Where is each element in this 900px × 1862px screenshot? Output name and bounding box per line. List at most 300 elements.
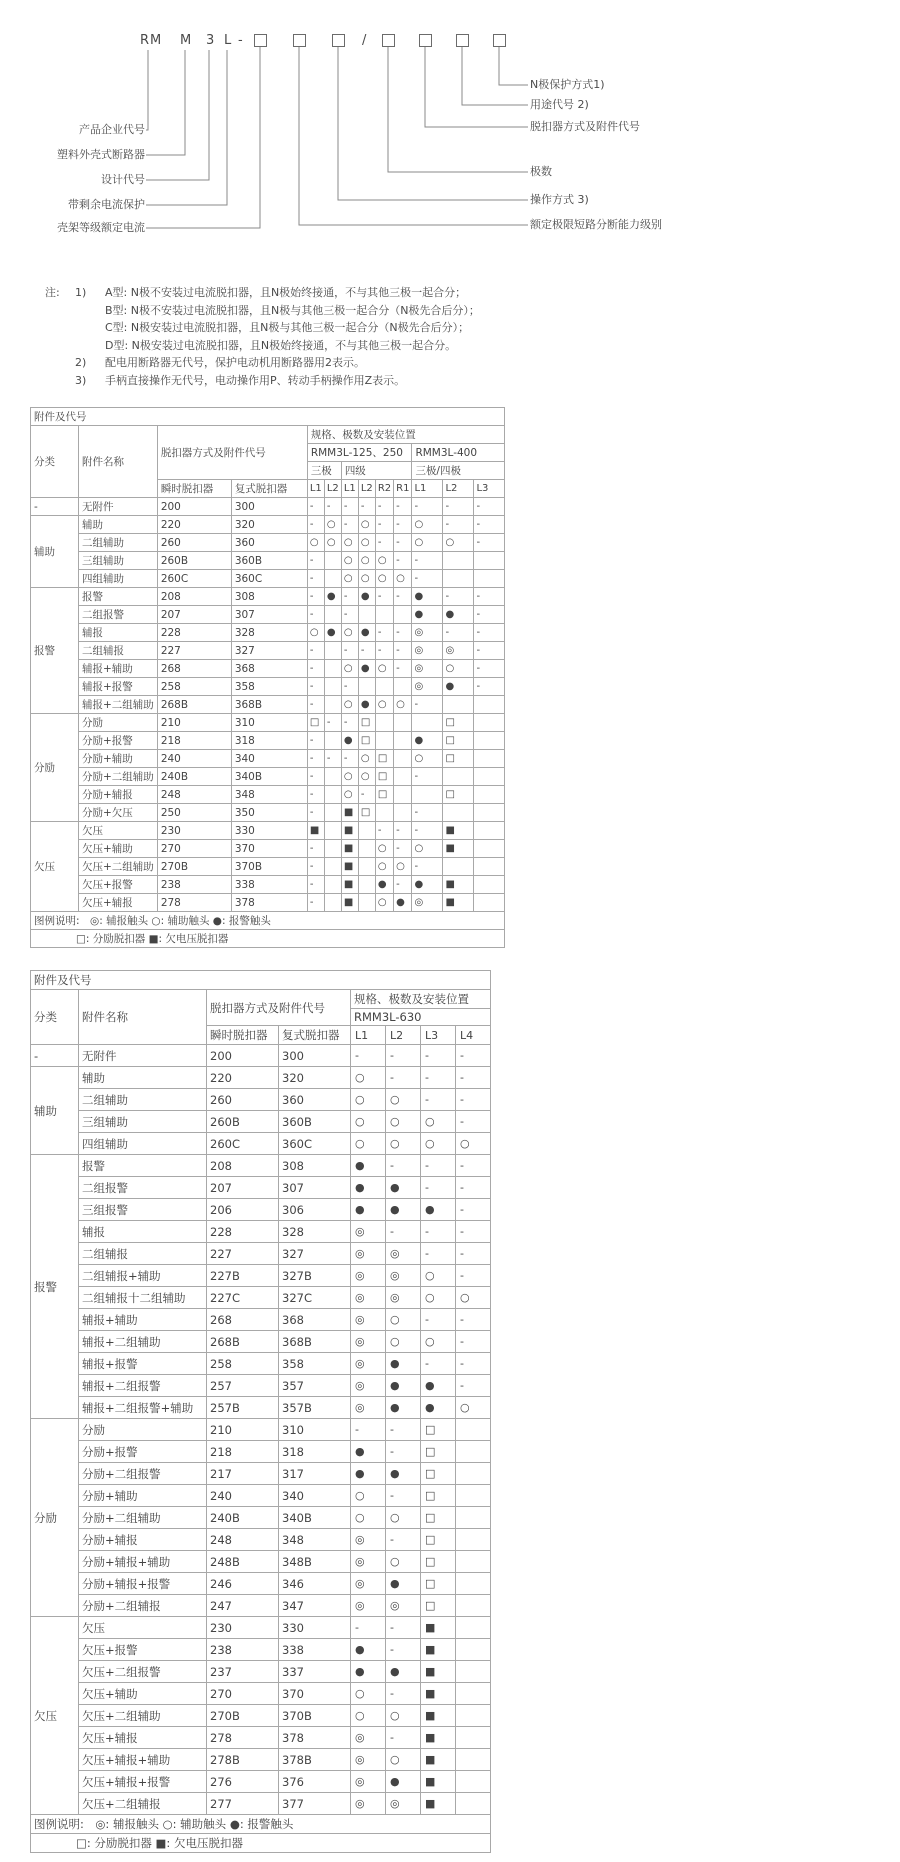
position-symbol-cell: ○ [386,1705,421,1727]
accessory-name-cell: 辅助 [79,1067,207,1089]
position-symbol-cell: - [456,1243,491,1265]
position-symbol-cell: □ [443,750,474,768]
position-symbol-cell [324,642,341,660]
position-symbol-cell: ○ [307,624,324,642]
accessory-name-cell: 二组辅助 [79,1089,207,1111]
table-row [31,642,505,660]
position-symbol-cell: ○ [324,534,341,552]
position-symbol-cell: - [412,552,443,570]
position-symbol-cell [412,786,443,804]
table-row [31,1221,491,1243]
position-symbol-cell: ○ [412,516,443,534]
position-symbol-cell: ○ [358,552,375,570]
position-symbol-cell: - [421,1243,456,1265]
position-symbol-cell [474,714,505,732]
position-symbol-cell: - [307,786,324,804]
position-symbol-cell: - [456,1199,491,1221]
instantaneous-code-cell: 258 [207,1353,279,1375]
position-symbol-cell: - [421,1221,456,1243]
position-symbol-cell: ○ [386,1089,421,1111]
position-symbol-cell [412,714,443,732]
position-symbol-cell: - [456,1265,491,1287]
position-symbol-cell: ● [386,1573,421,1595]
col-header-position: L2 [324,480,341,498]
position-symbol-cell: - [386,1639,421,1661]
position-symbol-cell: ● [386,1397,421,1419]
compound-code-cell: 330 [279,1617,351,1639]
compound-code-cell: 318 [231,732,307,750]
position-symbol-cell: - [386,1221,421,1243]
position-symbol-cell [456,1573,491,1595]
col-header-four-pole: 四级 [341,462,412,480]
instantaneous-code-cell: 217 [207,1463,279,1485]
position-symbol-cell: ■ [341,858,358,876]
position-symbol-cell: - [307,750,324,768]
table-row [31,1199,491,1221]
position-symbol-cell: ● [421,1397,456,1419]
position-symbol-cell: ○ [358,750,375,768]
position-symbol-cell: ○ [386,1309,421,1331]
position-symbol-cell [358,606,375,624]
position-symbol-cell [324,696,341,714]
note-number [75,319,105,337]
position-symbol-cell [324,822,341,840]
accessory-name-cell: 分励+辅报 [79,786,158,804]
accessory-name-cell: 三组报警 [79,1199,207,1221]
position-symbol-cell: - [474,606,505,624]
accessory-name-cell: 二组辅报 [79,1243,207,1265]
notes-section [45,284,900,389]
accessory-name-cell: 二组辅报+辅助 [79,1265,207,1287]
compound-code-cell: 340B [279,1507,351,1529]
position-symbol-cell: - [386,1155,421,1177]
position-symbol-cell: - [421,1089,456,1111]
table-row [31,1419,491,1441]
position-symbol-cell: - [307,660,324,678]
accessory-name-cell: 四组辅助 [79,570,158,588]
position-symbol-cell [394,606,412,624]
compound-code-cell: 358 [279,1353,351,1375]
accessory-name-cell: 欠压+二组辅助 [79,1705,207,1727]
position-symbol-cell: ○ [456,1287,491,1309]
label-design-code: 设计代号 [101,173,145,186]
accessory-name-cell: 二组辅报 [79,642,158,660]
position-symbol-cell: - [421,1067,456,1089]
position-symbol-cell: ● [421,1199,456,1221]
position-symbol-cell: - [456,1045,491,1067]
code-slash: / [362,33,368,48]
note-number [75,337,105,355]
position-symbol-cell: - [341,714,358,732]
position-symbol-cell: □ [375,768,393,786]
position-symbol-cell [358,858,375,876]
compound-code-cell: 346 [279,1573,351,1595]
position-symbol-cell: ■ [443,876,474,894]
instantaneous-code-cell: 270 [207,1683,279,1705]
table-row [31,1705,491,1727]
compound-code-cell: 370B [231,858,307,876]
table-row [31,1177,491,1199]
position-symbol-cell [375,714,393,732]
position-symbol-cell: ○ [324,516,341,534]
table-row [31,570,505,588]
position-symbol-cell: ○ [351,1111,386,1133]
position-symbol-cell [456,1529,491,1551]
instantaneous-code-cell: 260C [207,1133,279,1155]
position-symbol-cell: - [341,678,358,696]
table-row [31,858,505,876]
category-cell: 报警 [31,588,79,714]
position-symbol-cell: □ [443,786,474,804]
position-symbol-cell [375,804,393,822]
col-header-position: R2 [375,480,393,498]
position-symbol-cell [456,1617,491,1639]
label-operation-mode: 操作方式 3) [530,193,589,206]
position-symbol-cell: - [394,822,412,840]
instantaneous-code-cell: 227C [207,1287,279,1309]
position-symbol-cell: ◎ [351,1265,386,1287]
compound-code-cell: 370B [279,1705,351,1727]
table-row [31,624,505,642]
position-symbol-cell [443,768,474,786]
position-symbol-cell: ● [358,660,375,678]
compound-code-cell: 357 [279,1375,351,1397]
position-symbol-cell: ■ [341,894,358,912]
col-header-instantaneous: 瞬时脱扣器 [157,480,231,498]
col-header-accessory-name: 附件名称 [79,426,158,498]
position-symbol-cell: ○ [375,696,393,714]
position-symbol-cell [358,822,375,840]
position-symbol-cell [375,606,393,624]
position-symbol-cell: ◎ [412,894,443,912]
position-symbol-cell: ○ [386,1749,421,1771]
position-symbol-cell: ● [358,624,375,642]
position-symbol-cell: ◎ [412,678,443,696]
position-symbol-cell: ■ [341,804,358,822]
category-cell: - [31,1045,79,1067]
instantaneous-code-cell: 227 [157,642,231,660]
position-symbol-cell [375,732,393,750]
position-symbol-cell: - [341,588,358,606]
compound-code-cell: 340 [279,1485,351,1507]
compound-code-cell: 300 [279,1045,351,1067]
accessory-name-cell: 分励+辅报 [79,1529,207,1551]
position-symbol-cell [324,570,341,588]
position-symbol-cell [358,894,375,912]
col-header-release-code: 脱扣器方式及附件代号 [157,426,307,480]
position-symbol-cell: - [421,1309,456,1331]
compound-code-cell: 320 [279,1067,351,1089]
accessory-name-cell: 三组辅助 [79,1111,207,1133]
position-symbol-cell: - [358,786,375,804]
table-row [31,1155,491,1177]
label-residual-current: 带剩余电流保护 [68,198,145,211]
position-symbol-cell: □ [421,1507,456,1529]
table-row [31,1771,491,1793]
col-header-position: L1 [412,480,443,498]
position-symbol-cell: - [341,750,358,768]
position-symbol-cell: ◎ [386,1265,421,1287]
position-symbol-cell: ○ [386,1507,421,1529]
position-symbol-cell: ○ [421,1265,456,1287]
position-symbol-cell: - [394,840,412,858]
position-symbol-cell: - [307,498,324,516]
accessory-name-cell: 欠压+辅助 [79,840,158,858]
instantaneous-code-cell: 278 [207,1727,279,1749]
notes-prefix: 注: [45,286,60,299]
position-symbol-cell: ○ [375,660,393,678]
position-symbol-cell: - [412,498,443,516]
accessory-name-cell: 二组报警 [79,1177,207,1199]
accessory-name-cell: 欠压+辅报+辅助 [79,1749,207,1771]
instantaneous-code-cell: 270B [157,858,231,876]
table-row [31,1309,491,1331]
table-row [31,786,505,804]
position-symbol-cell: ◎ [351,1771,386,1793]
position-symbol-cell: ◎ [412,624,443,642]
table-row [31,1617,491,1639]
col-header-release-code: 脱扣器方式及附件代号 [207,990,351,1026]
note-spacer [45,354,75,372]
position-symbol-cell: ● [386,1661,421,1683]
note-line [45,337,900,355]
position-symbol-cell: □ [421,1419,456,1441]
position-symbol-cell: ● [386,1177,421,1199]
position-symbol-cell: ○ [307,534,324,552]
instantaneous-code-cell: 258 [157,678,231,696]
position-symbol-cell: ◎ [351,1243,386,1265]
compound-code-cell: 308 [231,588,307,606]
position-symbol-cell: ◎ [386,1793,421,1815]
table-row [31,822,505,840]
position-symbol-cell: - [443,588,474,606]
instantaneous-code-cell: 210 [157,714,231,732]
position-symbol-cell: ● [351,1463,386,1485]
position-symbol-cell: - [351,1045,386,1067]
instantaneous-code-cell: 237 [207,1661,279,1683]
position-symbol-cell: - [456,1331,491,1353]
position-symbol-cell [456,1441,491,1463]
position-symbol-cell: □ [421,1485,456,1507]
position-symbol-cell: ◎ [351,1529,386,1551]
position-symbol-cell: ○ [341,768,358,786]
position-symbol-cell: - [351,1419,386,1441]
compound-code-cell: 370 [279,1683,351,1705]
compound-code-cell: 360C [279,1133,351,1155]
table-row [31,1353,491,1375]
note-spacer [45,302,75,320]
position-symbol-cell: ○ [375,894,393,912]
table-row [31,1045,491,1067]
label-company-code: 产品企业代号 [79,123,145,136]
code-box [332,34,345,47]
note-text: C型: N极安装过电流脱扣器，且N极与其他三极一起合分（N极先合后分）； [105,321,470,334]
table-row [31,606,505,624]
compound-code-cell: 306 [279,1199,351,1221]
position-symbol-cell: - [307,678,324,696]
accessory-name-cell: 欠压+二组辅助 [79,858,158,876]
label-usage-code: 用途代号 2) [530,98,589,111]
accessory-name-cell: 分励 [79,714,158,732]
table-row [31,1485,491,1507]
position-symbol-cell: □ [421,1441,456,1463]
position-symbol-cell: □ [443,714,474,732]
category-cell: 分励 [31,714,79,822]
instantaneous-code-cell: 268 [207,1309,279,1331]
position-symbol-cell: ● [351,1639,386,1661]
position-symbol-cell: ○ [443,660,474,678]
accessory-name-cell: 分励+辅助 [79,750,158,768]
col-header-position: L1 [341,480,358,498]
position-symbol-cell: - [421,1155,456,1177]
instantaneous-code-cell: 268B [157,696,231,714]
position-symbol-cell: ○ [358,534,375,552]
accessory-name-cell: 欠压+报警 [79,876,158,894]
position-symbol-cell [474,750,505,768]
position-symbol-cell: - [394,516,412,534]
compound-code-cell: 378 [231,894,307,912]
position-symbol-cell [358,840,375,858]
position-symbol-cell: - [341,516,358,534]
position-symbol-cell: - [324,714,341,732]
table-row [31,1397,491,1419]
position-symbol-cell: ■ [421,1727,456,1749]
position-symbol-cell: ● [386,1199,421,1221]
accessory-name-cell: 分励+报警 [79,1441,207,1463]
col-header-instantaneous: 瞬时脱扣器 [207,1026,279,1045]
position-symbol-cell: ■ [421,1793,456,1815]
instantaneous-code-cell: 218 [207,1441,279,1463]
position-symbol-cell [474,696,505,714]
position-symbol-cell: ◎ [386,1287,421,1309]
position-symbol-cell: ◎ [351,1551,386,1573]
table-row [31,1793,491,1815]
table-row [31,714,505,732]
position-symbol-cell: ■ [421,1683,456,1705]
instantaneous-code-cell: 278B [207,1749,279,1771]
position-symbol-cell: ○ [375,840,393,858]
position-symbol-cell: ■ [421,1639,456,1661]
compound-code-cell: 360 [279,1089,351,1111]
accessory-name-cell: 三组辅助 [79,552,158,570]
position-symbol-cell: - [474,624,505,642]
accessory-name-cell: 二组辅助 [79,534,158,552]
table-row [31,1551,491,1573]
table-row [31,1287,491,1309]
position-symbol-cell: ● [375,876,393,894]
col-header-category: 分类 [31,990,79,1045]
compound-code-cell: 348 [231,786,307,804]
position-symbol-cell [456,1661,491,1683]
position-symbol-cell: - [307,570,324,588]
position-symbol-cell: ■ [341,876,358,894]
position-symbol-cell: ○ [358,768,375,786]
instantaneous-code-cell: 260 [207,1089,279,1111]
table-row [31,498,505,516]
category-cell: 报警 [31,1155,79,1419]
compound-code-cell: 328 [279,1221,351,1243]
instantaneous-code-cell: 208 [157,588,231,606]
position-symbol-cell: ○ [386,1551,421,1573]
position-symbol-cell: ○ [341,660,358,678]
table-row [31,804,505,822]
position-symbol-cell [443,696,474,714]
position-symbol-cell: □ [421,1463,456,1485]
instantaneous-code-cell: 238 [157,876,231,894]
position-symbol-cell: ◎ [351,1309,386,1331]
compound-code-cell: 348 [279,1529,351,1551]
position-symbol-cell: ● [351,1155,386,1177]
position-symbol-cell: - [474,588,505,606]
position-symbol-cell: ◎ [351,1221,386,1243]
position-symbol-cell: ◎ [351,1793,386,1815]
position-symbol-cell: □ [375,786,393,804]
position-symbol-cell: - [307,732,324,750]
position-symbol-cell: ● [351,1441,386,1463]
instantaneous-code-cell: 268 [157,660,231,678]
compound-code-cell: 376 [279,1771,351,1793]
col-header-frame-400: RMM3L-400 [412,444,505,462]
position-symbol-cell [358,876,375,894]
position-symbol-cell: ○ [375,858,393,876]
position-symbol-cell [456,1771,491,1793]
legend-line: □: 分励脱扣器 ■: 欠电压脱扣器 [31,930,505,948]
position-symbol-cell [394,768,412,786]
col-header-spec: 规格、极数及安装位置 [351,990,491,1009]
accessory-name-cell: 辅报+报警 [79,1353,207,1375]
instantaneous-code-cell: 208 [207,1155,279,1177]
position-symbol-cell [443,804,474,822]
position-symbol-cell: - [307,696,324,714]
position-symbol-cell: ◎ [351,1287,386,1309]
position-symbol-cell: ● [412,606,443,624]
instantaneous-code-cell: 260B [207,1111,279,1133]
position-symbol-cell [456,1485,491,1507]
position-symbol-cell: ○ [421,1287,456,1309]
code-part-3: 3 [206,33,216,48]
compound-code-cell: 300 [231,498,307,516]
position-symbol-cell: - [421,1045,456,1067]
position-symbol-cell: ● [324,588,341,606]
accessory-name-cell: 分励+辅报+报警 [79,1573,207,1595]
position-symbol-cell: - [386,1727,421,1749]
position-symbol-cell [474,876,505,894]
instantaneous-code-cell: 210 [207,1419,279,1441]
position-symbol-cell [456,1419,491,1441]
position-symbol-cell [324,552,341,570]
position-symbol-cell: ◎ [412,660,443,678]
accessory-name-cell: 辅助 [79,516,158,534]
table-row [31,894,505,912]
note-number: 1) [75,286,87,299]
label-pole-number: 极数 [530,165,552,178]
note-text: B型: N极不安装过电流脱扣器，且N极与其他三极一起合分（N极先合后分）； [105,303,480,317]
note-number [75,302,105,320]
position-symbol-cell: ● [412,588,443,606]
position-symbol-cell: ◎ [351,1595,386,1617]
accessory-name-cell: 辅报+二组辅助 [79,696,158,714]
position-symbol-cell: - [307,840,324,858]
position-symbol-cell [456,1683,491,1705]
position-symbol-cell: ○ [351,1683,386,1705]
accessory-name-cell: 二组报警 [79,606,158,624]
note-number: 2) [75,356,87,369]
instantaneous-code-cell: 260B [157,552,231,570]
position-symbol-cell [474,840,505,858]
accessory-name-cell: 辅报+二组辅助 [79,1331,207,1353]
position-symbol-cell: ○ [386,1331,421,1353]
position-symbol-cell: - [375,534,393,552]
